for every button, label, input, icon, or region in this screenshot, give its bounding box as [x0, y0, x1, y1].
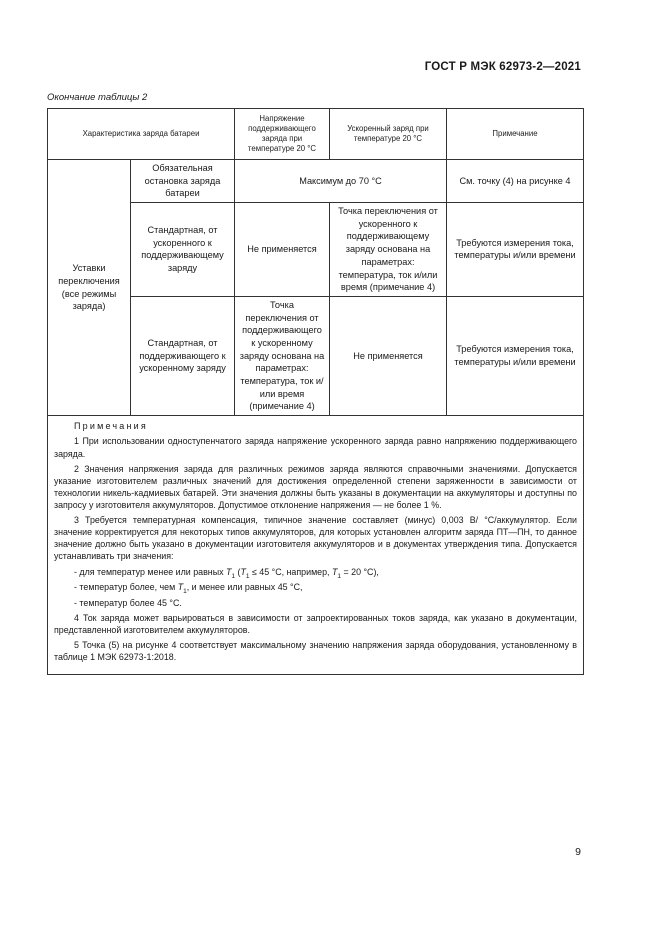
table-caption: Окончание таблицы 2 — [47, 92, 148, 103]
notes-title: Примечания — [74, 421, 148, 432]
charge-settings-table — [47, 108, 584, 675]
note-cell: См. точку (4) на рисунке 4 — [447, 160, 584, 203]
header-note: Примечание — [447, 109, 584, 160]
note-cell: Требуются измерения тока, температуры и/или времени — [447, 203, 584, 297]
note-3-item-1: - для температур менее или равных $T_1$ ($T_1 \le 45$ °С, например, $T_1 = 20$ °С), — [74, 566, 379, 580]
characteristic-cell: Обязательная остановка заряда батареи — [131, 160, 235, 203]
float-voltage-cell: Точка переключения от поддерживающего к ускоренному заряду основана на параметрах: температура, ток и/или время (примечание 4) — [235, 296, 330, 415]
note-3-item-3: - температур более 45 °С. — [74, 597, 182, 608]
document-header: ГОСТ Р МЭК 62973-2—2021 — [424, 61, 581, 73]
page-number: 9 — [575, 846, 581, 858]
float-voltage-cell: Не применяется — [235, 203, 330, 297]
note-2: 2 Значения напряжения заряда для различных режимов заряда являются справочными значениями. Допускается указание изготовителем различных значений для достижения определенной степени заряженности в зависимости от технологии никель-кадмиевых батарей. Эти значения должны быть указаны в документации на аккумуляторы и доступны по запросу у изготовителя аккумуляторов. Допустимое отклонение напряжения — не более 1 %. — [54, 463, 577, 511]
notes-cell — [48, 416, 584, 675]
table-header-row — [48, 109, 584, 160]
header-characteristic: Характеристика заряда батареи — [48, 109, 235, 160]
characteristic-cell: Стандартная, от поддерживающего к ускоренному заряду — [131, 296, 235, 415]
boost-charge-cell: Точка переключения от ускоренного к поддерживающему заряду основана на параметрах: температура, ток и/или время (примечание 4) — [330, 203, 447, 297]
note-4: 4 Ток заряда может варьироваться в зависимости от запроектированных токов заряда, как указано в документации, представленной изготовителем аккумуляторов. — [54, 612, 577, 635]
note-cell: Требуются измерения тока, температуры и/или времени — [447, 296, 584, 415]
note-1: 1 При использовании одноступенчатого заряда напряжение ускоренного заряда равно напряжению поддерживающего заряда. — [54, 436, 577, 459]
header-float-voltage: Напряжение поддерживающего заряда при температуре 20 °С — [235, 109, 330, 160]
note-3: 3 Требуется температурная компенсация, типичное значение составляет (минус) 0,003 В/ °С/аккумулятор. Если значение корректируется для некоторых типов аккумуляторов, для которых установлен алгоритм заряда ПТ—ПН, то данное значение должно быть указано в документации изготовителя аккумуляторов и в документах утверждения типа. Допускается устанавливать три значения: — [54, 515, 577, 562]
notes-row — [48, 416, 584, 675]
note-3-item-2: - температур более, чем $T_1$, и менее или равных 45 °С, — [74, 582, 303, 595]
note-5: 5 Точка (5) на рисунке 4 соответствует максимальному значению напряжения заряда оборудования, установленному в таблице 1 МЭК 62973-1:2018. — [54, 640, 577, 663]
table-row — [48, 160, 584, 203]
header-boost-charge: Ускоренный заряд при температуре 20 °С — [330, 109, 447, 160]
boost-charge-cell: Не применяется — [330, 296, 447, 415]
characteristic-cell: Стандартная, от ускоренного к поддерживающему заряду — [131, 203, 235, 297]
group-label-cell: Уставки переключения (все режимы заряда) — [48, 160, 131, 416]
merged-value-cell: Максимум до 70 °С — [235, 160, 447, 203]
